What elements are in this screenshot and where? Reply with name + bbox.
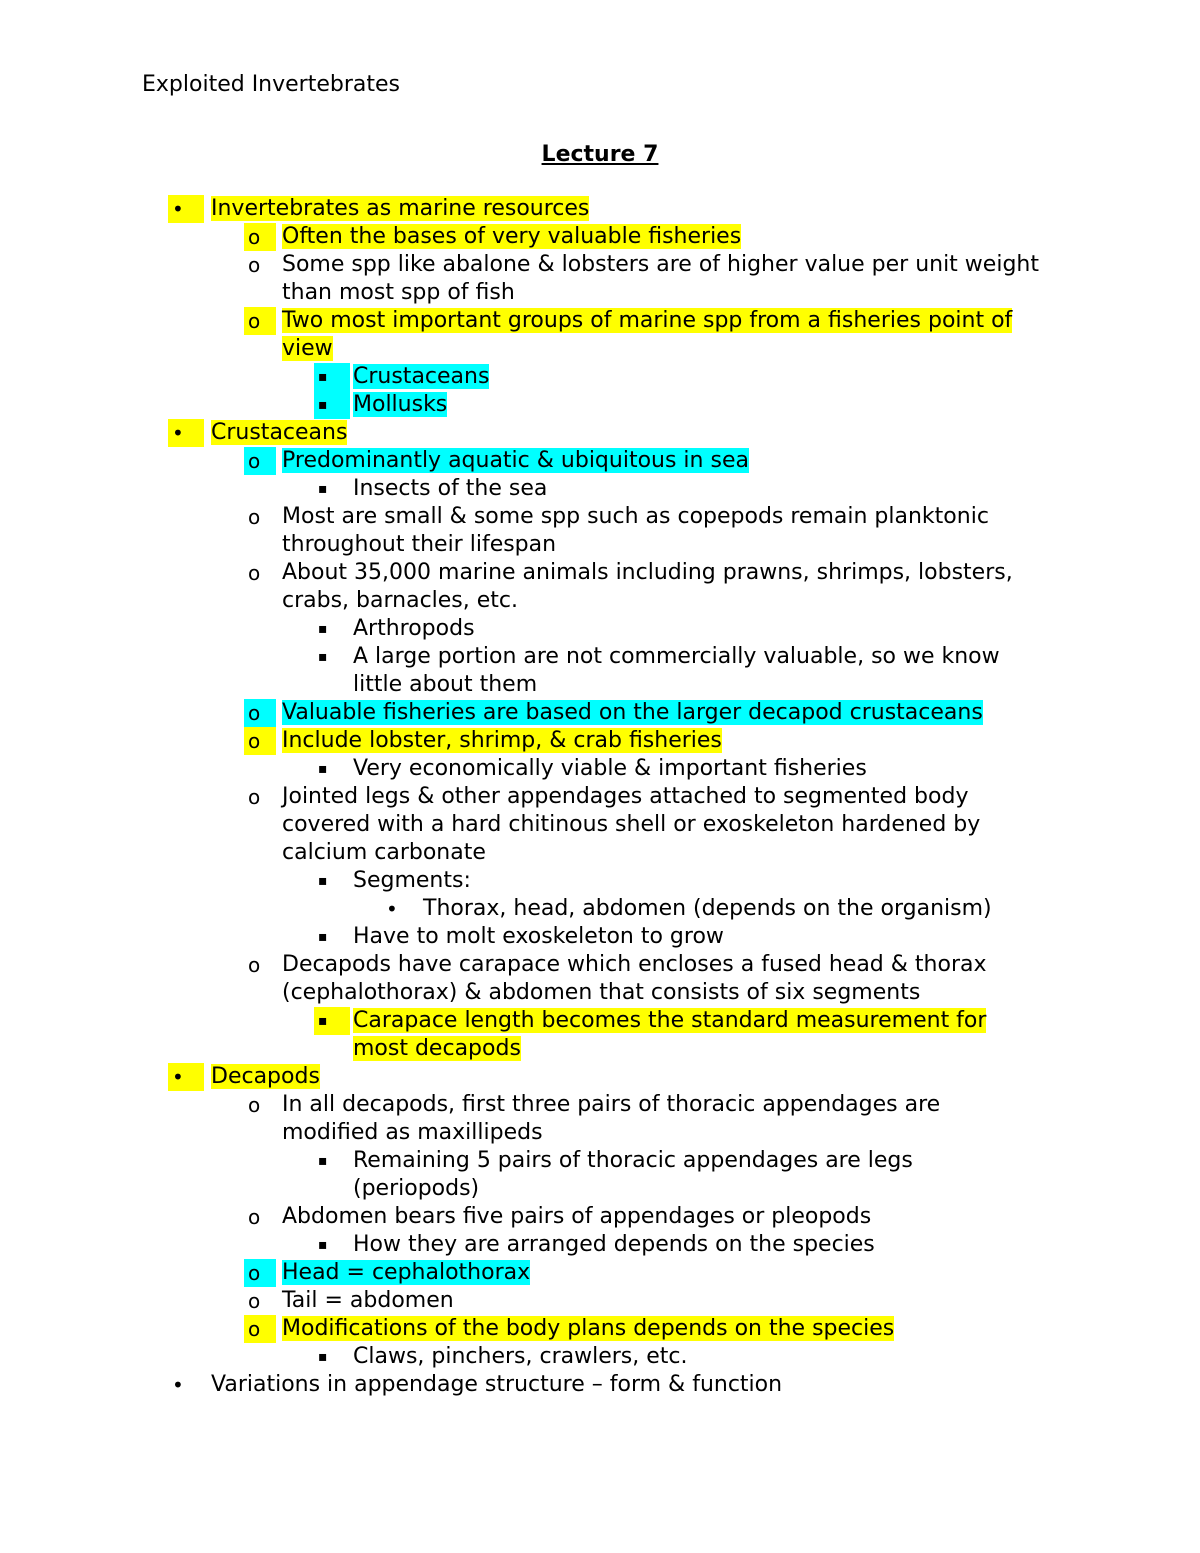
list-item bbox=[0, 923, 1200, 951]
bullet-marker: • bbox=[168, 1063, 204, 1091]
list-item-label: Invertebrates as marine resources bbox=[211, 196, 590, 221]
list-item-label: Claws, pinchers, crawlers, etc. bbox=[353, 1344, 688, 1369]
bullet-marker: ▪ bbox=[318, 761, 328, 777]
bullet-marker: o bbox=[244, 447, 276, 475]
list-item-text bbox=[282, 1287, 1042, 1315]
list-item bbox=[0, 951, 1200, 1007]
list-item-text bbox=[282, 559, 1042, 615]
list-item-text bbox=[353, 475, 1043, 503]
list-item-text bbox=[282, 447, 1042, 475]
list-item-label: Have to molt exoskeleton to grow bbox=[353, 924, 724, 949]
list-item-label: Arthropods bbox=[353, 616, 475, 641]
list-item-text bbox=[282, 307, 1042, 363]
bullet-marker: ▪ bbox=[318, 873, 328, 889]
list-item-text bbox=[282, 223, 1042, 251]
list-item-text bbox=[282, 1259, 1042, 1287]
list-item-text bbox=[353, 391, 1043, 419]
bullet-marker: o bbox=[244, 307, 276, 335]
list-item-text bbox=[211, 419, 1041, 447]
list-item bbox=[0, 223, 1200, 251]
list-item bbox=[0, 1203, 1200, 1231]
list-item bbox=[0, 1343, 1200, 1371]
list-item-label: Modifications of the body plans depends on the species bbox=[282, 1316, 895, 1341]
list-item-text bbox=[211, 1063, 1041, 1091]
list-item-text bbox=[282, 1315, 1042, 1343]
list-item-text bbox=[282, 1203, 1042, 1231]
list-item bbox=[0, 867, 1200, 895]
list-item-label: Thorax, head, abdomen (depends on the organism) bbox=[423, 896, 992, 921]
list-item-label: Abdomen bears five pairs of appendages or pleopods bbox=[282, 1204, 872, 1229]
list-item-text bbox=[282, 1091, 1042, 1147]
list-item-label: Very economically viable & important fisheries bbox=[353, 756, 867, 781]
bullet-marker: • bbox=[172, 1373, 184, 1397]
list-item-label: Most are small & some spp such as copepods remain planktonic throughout their lifespan bbox=[282, 504, 989, 557]
list-item bbox=[0, 195, 1200, 223]
bullet-marker: ▪ bbox=[318, 929, 328, 945]
list-item-text bbox=[282, 503, 1042, 559]
list-item-text bbox=[353, 1343, 1043, 1371]
list-item-text bbox=[353, 363, 1043, 391]
bullet-marker: ▪ bbox=[318, 1349, 328, 1365]
list-item-label: Two most important groups of marine spp from a fisheries point of view bbox=[282, 308, 1013, 361]
list-item bbox=[0, 391, 1200, 419]
bullet-marker: o bbox=[248, 1093, 261, 1117]
list-item-label: A large portion are not commercially valuable, so we know little about them bbox=[353, 644, 1000, 697]
list-item bbox=[0, 1371, 1200, 1399]
bullet-marker: o bbox=[248, 253, 261, 277]
list-item-text bbox=[353, 867, 1043, 895]
list-item bbox=[0, 1007, 1200, 1063]
list-item bbox=[0, 615, 1200, 643]
list-item bbox=[0, 251, 1200, 307]
list-item bbox=[0, 559, 1200, 615]
list-item bbox=[0, 699, 1200, 727]
list-item bbox=[0, 1315, 1200, 1343]
list-item bbox=[0, 1231, 1200, 1259]
list-item-label: Crustaceans bbox=[211, 420, 348, 445]
bullet-marker: ▪ bbox=[318, 1237, 328, 1253]
list-item-text bbox=[282, 783, 1042, 867]
list-item-text bbox=[353, 1231, 1043, 1259]
bullet-marker: o bbox=[244, 1259, 276, 1287]
list-item-text bbox=[282, 699, 1042, 727]
list-item-label: Segments: bbox=[353, 868, 471, 893]
list-item-label: Crustaceans bbox=[353, 364, 490, 389]
list-item-label: Carapace length becomes the standard measurement for most decapods bbox=[353, 1008, 987, 1061]
list-item-label: Often the bases of very valuable fisheries bbox=[282, 224, 742, 249]
document-header: Exploited Invertebrates bbox=[142, 72, 400, 97]
bullet-marker: o bbox=[248, 953, 261, 977]
list-item-text bbox=[282, 727, 1042, 755]
list-item-label: In all decapods, first three pairs of thoracic appendages are modified as maxillipeds bbox=[282, 1092, 941, 1145]
list-item bbox=[0, 475, 1200, 503]
list-item-label: Variations in appendage structure – form & function bbox=[211, 1372, 783, 1397]
list-item-label: Remaining 5 pairs of thoracic appendages are legs (periopods) bbox=[353, 1148, 913, 1201]
list-item-text bbox=[211, 1371, 1041, 1399]
list-item-text bbox=[353, 1007, 1043, 1063]
list-item-text bbox=[353, 755, 1043, 783]
list-item-text bbox=[353, 615, 1043, 643]
list-item bbox=[0, 1091, 1200, 1147]
list-item bbox=[0, 447, 1200, 475]
list-item-label: About 35,000 marine animals including prawns, shrimps, lobsters, crabs, barnacles, etc. bbox=[282, 560, 1013, 613]
list-item bbox=[0, 1147, 1200, 1203]
list-item-text bbox=[353, 923, 1043, 951]
bullet-marker: ▪ bbox=[318, 481, 328, 497]
bullet-marker: • bbox=[386, 897, 398, 921]
list-item-text bbox=[353, 643, 1043, 699]
list-item-text bbox=[282, 251, 1042, 307]
list-item-label: Predominantly aquatic & ubiquitous in sea bbox=[282, 448, 749, 473]
bullet-marker: o bbox=[248, 1289, 261, 1313]
bullet-marker: o bbox=[248, 505, 261, 529]
bullet-marker: o bbox=[248, 561, 261, 585]
list-item bbox=[0, 755, 1200, 783]
bullet-marker: ▪ bbox=[314, 363, 350, 391]
list-item-label: Mollusks bbox=[353, 392, 448, 417]
list-item-label: Decapods bbox=[211, 1064, 320, 1089]
list-item-label: Jointed legs & other appendages attached to segmented body covered with a hard chitinous shell or exoskeleton hardened by calcium carbonate bbox=[282, 784, 981, 865]
list-item bbox=[0, 1063, 1200, 1091]
list-item-label: Tail = abdomen bbox=[282, 1288, 454, 1313]
list-item-text bbox=[282, 951, 1042, 1007]
list-item-text bbox=[353, 1147, 1043, 1203]
list-item bbox=[0, 419, 1200, 447]
page-title: Lecture 7 bbox=[541, 142, 659, 167]
list-item-label: Valuable fisheries are based on the larger decapod crustaceans bbox=[282, 700, 983, 725]
list-item-label: Insects of the sea bbox=[353, 476, 548, 501]
bullet-marker: o bbox=[244, 727, 276, 755]
list-item-label: Decapods have carapace which encloses a fused head & thorax (cephalothorax) & abdomen that consists of six segments bbox=[282, 952, 987, 1005]
list-item bbox=[0, 895, 1200, 923]
bullet-marker: ▪ bbox=[318, 649, 328, 665]
bullet-marker: ▪ bbox=[318, 621, 328, 637]
bullet-marker: o bbox=[244, 223, 276, 251]
list-item-text bbox=[211, 195, 1041, 223]
list-item-label: Include lobster, shrimp, & crab fisheries bbox=[282, 728, 722, 753]
bullet-marker: ▪ bbox=[314, 1007, 350, 1035]
list-item-text bbox=[423, 895, 1043, 923]
list-item bbox=[0, 363, 1200, 391]
list-item bbox=[0, 307, 1200, 363]
list-item bbox=[0, 783, 1200, 867]
list-item bbox=[0, 503, 1200, 559]
list-item bbox=[0, 727, 1200, 755]
bullet-marker: o bbox=[244, 699, 276, 727]
list-item-label: How they are arranged depends on the species bbox=[353, 1232, 875, 1257]
list-item-label: Head = cephalothorax bbox=[282, 1260, 531, 1285]
list-item bbox=[0, 1287, 1200, 1315]
bullet-marker: ▪ bbox=[314, 391, 350, 419]
list-item bbox=[0, 1259, 1200, 1287]
bullet-outline bbox=[0, 195, 1200, 1399]
bullet-marker: • bbox=[168, 195, 204, 223]
bullet-marker: ▪ bbox=[318, 1153, 328, 1169]
bullet-marker: o bbox=[248, 785, 261, 809]
bullet-marker: o bbox=[248, 1205, 261, 1229]
list-item-label: Some spp like abalone & lobsters are of higher value per unit weight than most spp of fish bbox=[282, 252, 1039, 305]
bullet-marker: o bbox=[244, 1315, 276, 1343]
bullet-marker: • bbox=[168, 419, 204, 447]
list-item bbox=[0, 643, 1200, 699]
